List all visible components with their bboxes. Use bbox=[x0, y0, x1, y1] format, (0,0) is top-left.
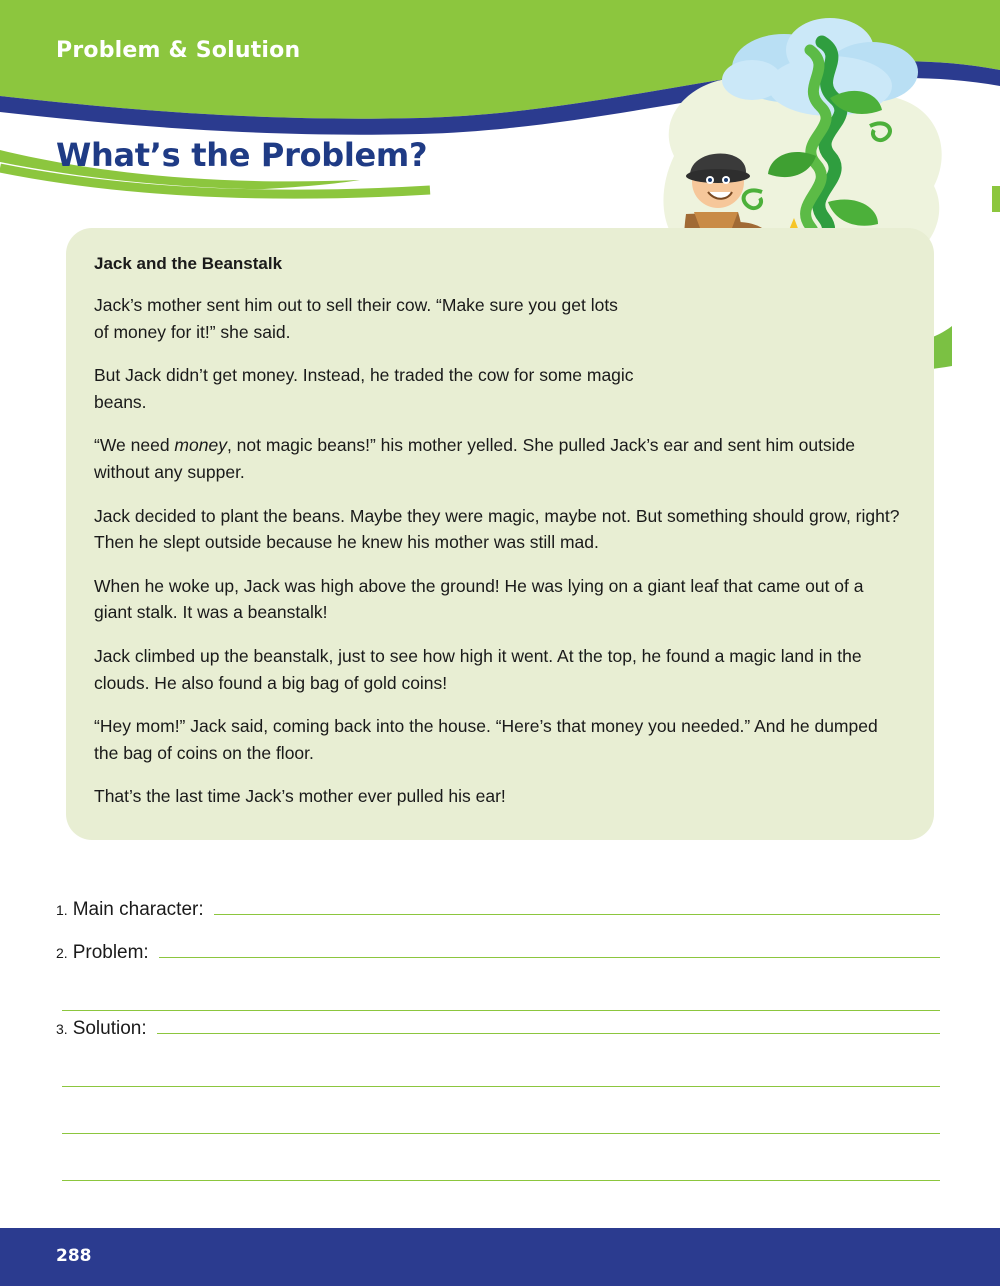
answer-blank-line[interactable] bbox=[159, 935, 940, 958]
section-eyebrow-title: Problem & Solution bbox=[56, 38, 301, 63]
question-label: Problem: bbox=[72, 942, 149, 963]
story-paragraph: “We need money, not magic beans!” his mother yelled. She pulled Jack’s ear and sent him outside without any supper. bbox=[94, 435, 856, 482]
question-number: 2. bbox=[56, 945, 68, 961]
story-passage-card bbox=[66, 228, 934, 840]
page-header bbox=[0, 0, 1000, 200]
question-label: Main character: bbox=[72, 899, 204, 920]
question-item bbox=[56, 935, 940, 964]
question-label: Solution: bbox=[72, 1018, 147, 1039]
answer-blank-line[interactable] bbox=[214, 892, 940, 915]
story-paragraph: When he woke up, Jack was high above the ground! He was lying on a giant leaf that came out of a giant stalk. It was a beanstalk! bbox=[94, 575, 864, 623]
page-number: 288 bbox=[56, 1246, 92, 1266]
question-item bbox=[56, 1011, 940, 1040]
answer-blank-line[interactable] bbox=[157, 1011, 940, 1034]
question-number: 1. bbox=[56, 902, 68, 918]
right-edge-tab bbox=[992, 186, 1000, 212]
page-title: What’s the Problem? bbox=[56, 136, 428, 174]
story-title: Jack and the Beanstalk bbox=[94, 254, 283, 273]
story-paragraph: Jack climbed up the beanstalk, just to see how high it went. At the top, he found a magic land in the clouds. He also found a big bag of gold coins! bbox=[94, 645, 862, 693]
answer-blank-line[interactable] bbox=[62, 1087, 940, 1134]
answer-blank-line[interactable] bbox=[62, 1134, 940, 1181]
story-paragraph: “Hey mom!” Jack said, coming back into the house. “Here’s that money you needed.” And he dumped the bag of coins on the floor. bbox=[94, 716, 878, 763]
page-footer bbox=[0, 1228, 1000, 1286]
story-paragraph: But Jack didn’t get money. Instead, he traded the cow for some magic beans. bbox=[94, 365, 634, 412]
questions-section bbox=[56, 892, 940, 1181]
answer-blank-line[interactable] bbox=[62, 1040, 940, 1087]
question-number: 3. bbox=[56, 1021, 68, 1037]
story-paragraph: Jack’s mother sent him out to sell their cow. “Make sure you get lots of money for it!” she said. bbox=[94, 295, 618, 342]
question-item bbox=[56, 892, 940, 921]
answer-blank-line[interactable] bbox=[62, 964, 940, 1011]
story-paragraph: Jack decided to plant the beans. Maybe they were magic, maybe not. But something should grow, right? Then he slept outside because he knew his mother was still mad. bbox=[94, 505, 900, 553]
story-paragraph: That’s the last time Jack’s mother ever pulled his ear! bbox=[94, 786, 506, 807]
